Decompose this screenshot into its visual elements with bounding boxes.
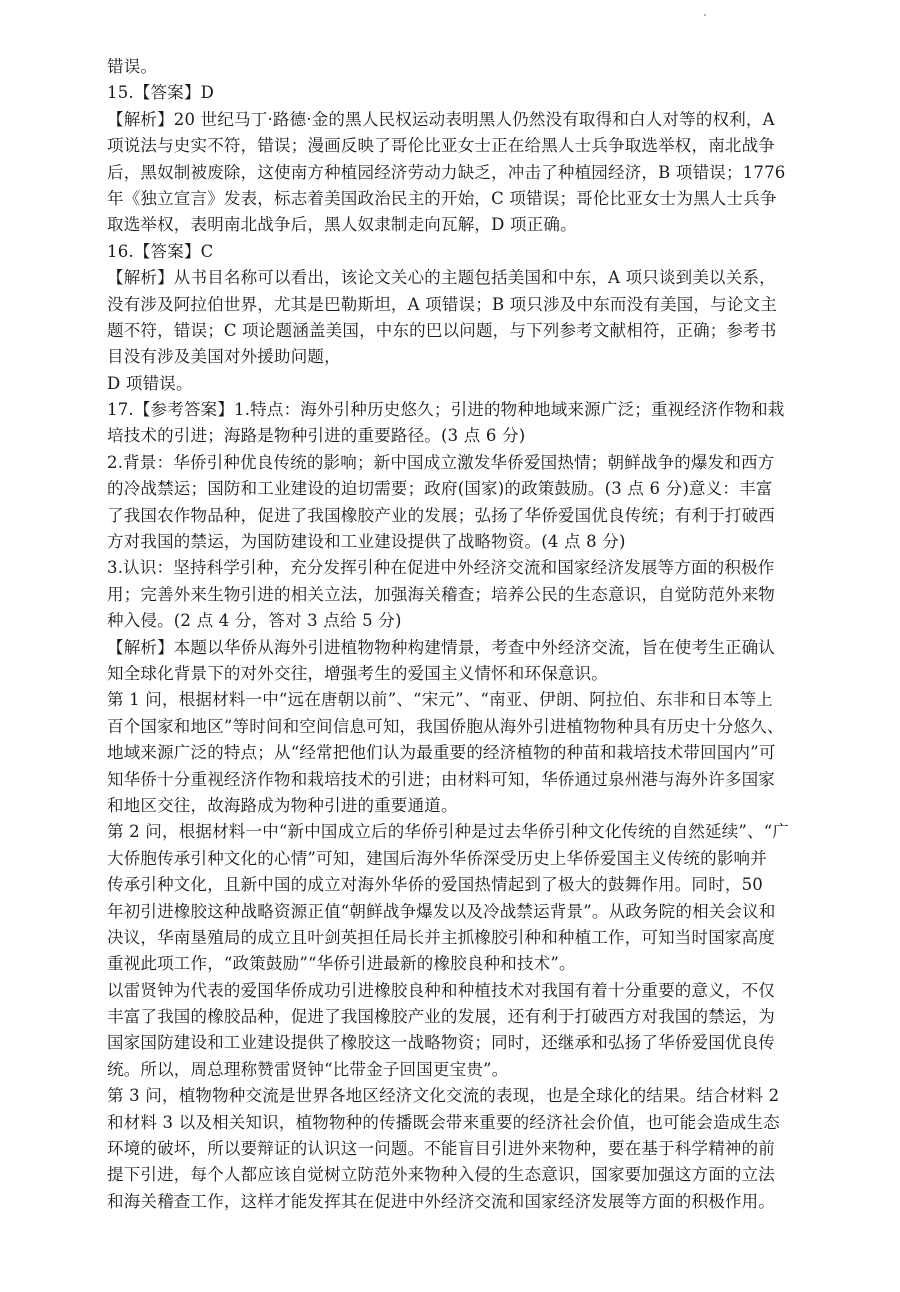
text-line: 第 3 问，植物物种交流是世界各地区经济文化交流的表现，也是全球化的结果。结合材料 2 — [107, 1086, 780, 1106]
text-line: 第 2 问，根据材料一中“新中国成立后的华侨引种是过去华侨引种文化传统的自然延续”、“广 — [107, 822, 790, 842]
text-line: 【解析】本题以华侨从海外引进植物物种构建情景，考查中外经济交流，旨在使考生正确认 — [107, 637, 775, 657]
text-line: 年《独立宣言》发表，标志着美国政治民主的开始，C 项错误；哥伦比亚女士为黑人士兵争 — [107, 188, 777, 208]
text-line: 重视此项工作，“政策鼓励”“华侨引进最新的橡胶良种和技术”。 — [107, 954, 576, 974]
text-line: 16.【答案】C — [107, 241, 214, 261]
text-line: 用；完善外来生物引进的相关立法，加强海关稽查；培养公民的生态意识，自觉防范外来物 — [107, 584, 775, 604]
text-line: 后，黑奴制被废除，这使南方种植园经济劳动力缺乏，冲击了种植园经济，B 项错误；1776 — [107, 162, 786, 182]
text-line: 17.【参考答案】1.特点：海外引种历史悠久；引进的物种地域来源广泛；重视经济作物和栽 — [107, 400, 785, 420]
text-line: 第 1 问，根据材料一中“远在唐朝以前”、“宋元”、“南亚、伊朗、阿拉伯、东非和日本等上 — [107, 690, 773, 710]
text-line: 大侨胞传承引种文化的心情”可知，建国后海外华侨深受历史上华侨爱国主义传统的影响并 — [107, 848, 767, 868]
text-line: 种入侵。(2 点 4 分，答对 3 点给 5 分) — [107, 611, 402, 631]
text-line: 年初引进橡胶这种战略资源正值“朝鲜战争爆发以及冷战禁运背景”。从政务院的相关会议和 — [107, 901, 776, 921]
text-line: D 项错误。 — [107, 373, 193, 393]
text-line: 统。所以，周总理称赞雷贤钟“比带金子回国更宝贵”。 — [107, 1059, 509, 1079]
text-line: 丰富了我国的橡胶品种，促进了我国橡胶产业的发展，还有利于打破西方对我国的禁运，为 — [107, 1007, 775, 1027]
text-line: 错误。 — [107, 57, 158, 76]
text-line: 【解析】20 世纪马丁·路德·金的黑人民权运动表明黑人仍然没有取得和白人对等的权利，A — [107, 109, 775, 129]
text-line: 3.认识：坚持科学引种，充分发挥引种在促进中外经济交流和国家经济发展等方面的积极作 — [107, 558, 775, 578]
text-line: 以雷贤钟为代表的爱国华侨成功引进橡胶良种和种植技术对我国有着十分重要的意义，不仅 — [107, 980, 775, 1000]
text-line: 地域来源广泛的特点；从“经常把他们认为最重要的经济植物的种苗和栽培技术带回国内”可 — [107, 743, 776, 763]
text-line: 15.【答案】D — [107, 83, 215, 103]
text-line: 培技术的引进；海路是物种引进的重要路径。(3 点 6 分) — [107, 426, 526, 446]
text-line: 没有涉及阿拉伯世界，尤其是巴勒斯坦，A 项错误；B 项只涉及中东而没有美国，与论文主 — [107, 294, 777, 314]
text-line: 百个国家和地区”等时间和空间信息可知，我国侨胞从海外引进植物物种具有历史十分悠久、 — [107, 716, 784, 736]
text-line: 和海关稽查工作，这样才能发挥其在促进中外经济交流和国家经济发展等方面的积极作用。 — [107, 1191, 775, 1211]
text-line: 知全球化背景下的对外交往，增强考生的爱国主义情怀和环保意识。 — [107, 663, 608, 683]
text-line: 目没有涉及美国对外援助问题， — [107, 347, 341, 367]
text-line: 传承引种文化，且新中国的成立对海外华侨的爱国热情起到了极大的鼓舞作用。同时，50 — [107, 875, 763, 895]
text-line: 和材料 3 以及相关知识，植物物种的传播既会带来重要的经济社会价值，也可能会造成生态 — [107, 1112, 780, 1132]
text-line: 2.背景：华侨引种优良传统的影响；新中国成立激发华侨爱国热情；朝鲜战争的爆发和西方 — [107, 452, 775, 472]
scan-speck — [704, 14, 706, 16]
text-line: 的冷战禁运；国防和工业建设的迫切需要；政府(国家)的政策鼓励。(3 点 6 分)意义：丰富 — [107, 479, 773, 499]
text-line: 国家国防建设和工业建设提供了橡胶这一战略物资；同时，还继承和弘扬了华侨爱国优良传 — [107, 1033, 775, 1053]
text-line: 项说法与史实不符，错误；漫画反映了哥伦比亚女士正在给黑人士兵争取选举权，南北战争 — [107, 136, 775, 156]
text-line: 和地区交往，故海路成为物种引进的重要通道。 — [107, 795, 458, 815]
text-line: 方对我国的禁运，为国防建设和工业建设提供了战略物资。(4 点 8 分) — [107, 532, 626, 552]
text-line: 了我国农作物品种，促进了我国橡胶产业的发展；弘扬了华侨爱国优良传统；有利于打破西 — [107, 505, 775, 525]
text-line: 决议，华南垦殖局的成立且叶剑英担任局长并主抓橡胶引种和种植工作，可知当时国家高度 — [107, 927, 775, 947]
text-line: 环境的破坏，所以要辩证的认识这一问题。不能盲目引进外来物种，要在基于科学精神的前 — [107, 1139, 775, 1159]
text-line: 取选举权，表明南北战争后，黑人奴隶制走向瓦解，D 项正确。 — [107, 215, 577, 235]
text-line: 【解析】从书目名称可以看出，该论文关心的主题包括美国和中东，A 项只谈到美以关系， — [107, 268, 776, 288]
text-line: 题不符，错误；C 项论题涵盖美国，中东的巴以问题，与下列参考文献相符，正确；参考书 — [107, 320, 777, 340]
text-line: 提下引进，每个人都应该自觉树立防范外来物种入侵的生态意识，国家要加强这方面的立法 — [107, 1165, 775, 1185]
answer-page — [107, 54, 817, 1215]
text-line: 知华侨十分重视经济作物和栽培技术的引进；由材料可知，华侨通过泉州港与海外许多国家 — [107, 769, 775, 789]
